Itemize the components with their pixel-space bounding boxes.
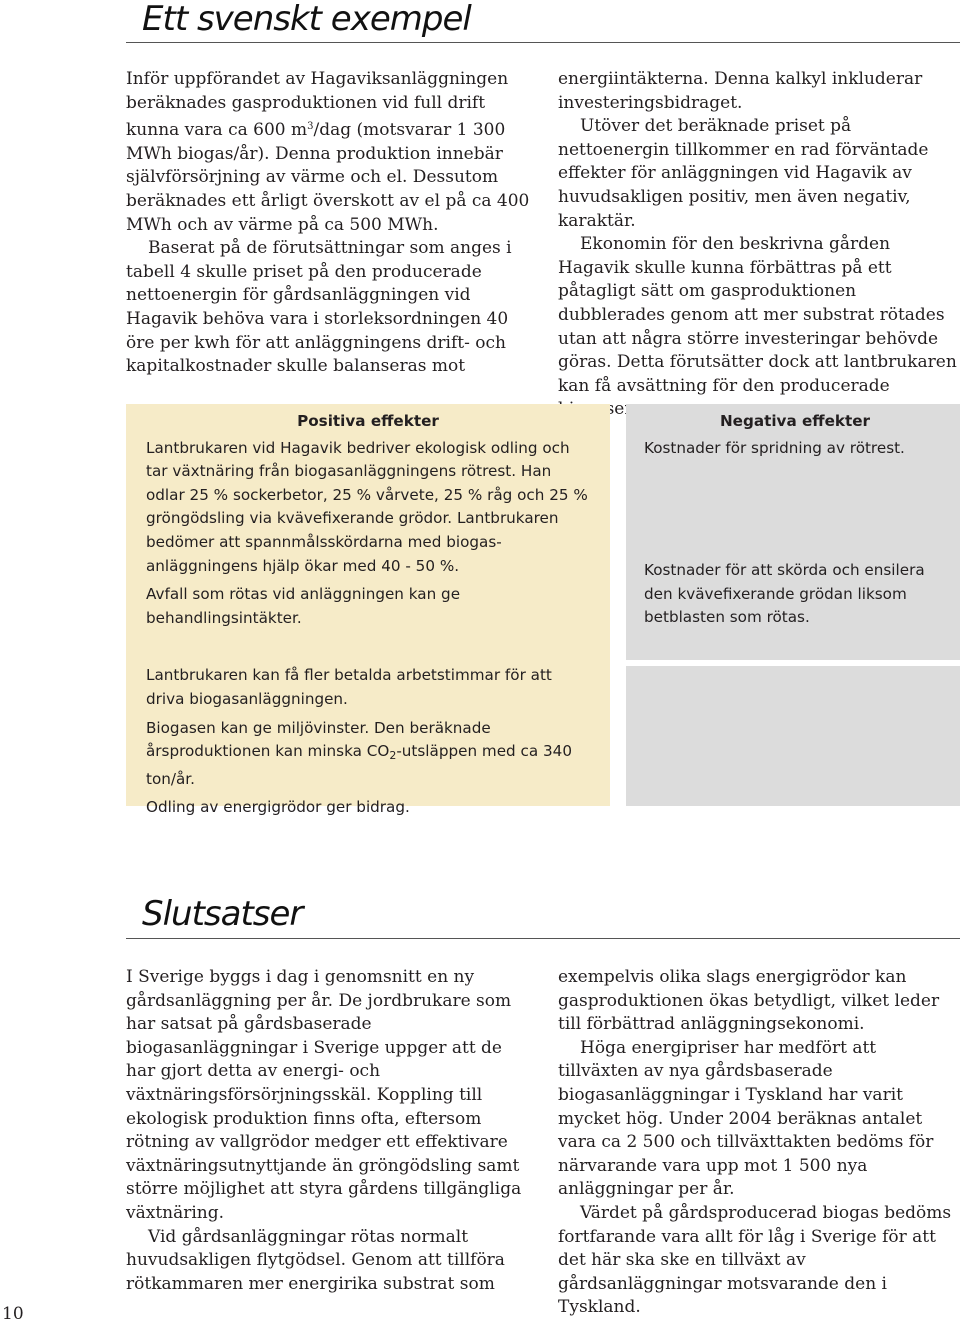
paragraph: Vid gårdsanläggningar rötas normalt huvudsakligen flytgödsel. Genom att tillföra rötkammaren mer energirika substrat som	[126, 1226, 505, 1294]
positive-effect-item: Odling av energigrödor ger bidrag.	[146, 798, 410, 817]
conclusions-left-column	[126, 966, 534, 1296]
paragraph: Ekonomin för den beskrivna gården Hagavik skulle kunna förbättras på ett påtagligt sätt om gasproduktionen dubblerades genom att mer substrat rötades utan att några större investeringar behövde göras. Detta förutsätter dock att lantbrukaren kan få avsättning för den producerade	[558, 234, 957, 396]
paragraph: Baserat på de förutsättningar som anges i tabell 4 skulle priset på den producerade nettoenergin för gårdsanläggningen vid Hagavik behöva vara i storleksordningen 40 öre per kwh för att anläggningens drift- och kapitalkostnader skulle balanseras mot	[126, 238, 512, 377]
section-heading-example: Ett svenskt exempel	[142, 0, 471, 39]
paragraph: Värdet på gårdsproducerad biogas bedöms fortfarande vara allt för låg i Sverige för att det här ska ske en tillväxt av gårdsanläggningar motsvarande den i Tyskland.	[558, 1202, 952, 1318]
positive-effect-item: Lantbrukaren vid Hagavik bedriver ekologisk odling och tar växtnäring från biogasanläggningens rötrest. Han odlar 25 % sockerbetor, 25 % vårvete, 25 % råg och 25 % gröngödsling via kvävefixerande grödor. Lantbrukaren bedömer att spannmålsskördarna med biogas-anläggningens hjälp ökar med 40 - 50 %.	[146, 438, 588, 575]
heading-rule	[126, 42, 960, 43]
negative-effects-box	[626, 404, 960, 806]
heading-rule	[126, 938, 960, 939]
paragraph: Inför uppförandet av Hagaviksanläggningen beräknades gasproduktionen vid full drift kunna vara ca 600 $m^3$/dag (motsvarar 1 300 MWh biogas/år). Denna produktion innebär självförsörjning av värme och el. Dessutom beräknades ett årligt överskott av el på ca 400 MWh och av värme på ca 500 MWh.	[126, 69, 530, 235]
paragraph: energiintäkterna. Denna kalkyl inkluderar investeringsbidraget.	[558, 69, 923, 113]
positive-effect-item: Lantbrukaren kan få fler betalda arbetstimmar för att driva biogasanläggningen.	[146, 666, 552, 708]
paragraph: exempelvis olika slags energigrödor kan gasproduktionen ökas betydligt, vilket leder till förbättrad anläggningsekonomi.	[558, 967, 940, 1035]
paragraph: Utöver det beräknade priset på nettoenergin tillkommer en rad förväntade effekter för anläggningen vid Hagavik av huvudsakligen positiv, men även negativ, karaktär.	[558, 116, 929, 231]
negative-effects-title: Negativa effekter	[719, 412, 871, 430]
section-heading-conclusions: Slutsatser	[142, 894, 303, 934]
page-number: 10	[2, 1304, 24, 1324]
negative-box-divider	[626, 660, 960, 666]
example-left-column	[126, 68, 534, 379]
negative-effect-item: Kostnader för att skörda och ensilera den kvävefixerande grödan liksom betblasten som rötas.	[644, 561, 925, 627]
example-right-column	[558, 68, 960, 422]
positive-effect-item: Avfall som rötas vid anläggningen kan ge behandlingsintäkter.	[146, 585, 461, 627]
paragraph: Höga energipriser har medfört att tillväxten av nya gårdsbaserade biogasanläggningar i Tyskland har varit mycket hög. Under 2004 beräknas antalet vara ca 2 500 och tillväxttakten bedöms för närvarande vara upp mot 1 500 nya anläggningar per år.	[558, 1037, 934, 1200]
positive-effects-title: Positiva effekter	[297, 412, 439, 430]
conclusions-right-column	[558, 966, 960, 1320]
negative-effect-item: Kostnader för spridning av rötrest.	[644, 438, 905, 457]
paragraph: I Sverige byggs i dag i genomsnitt en ny gårdsanläggning per år. De jordbrukare som har satsat på gårdsbaserade biogasanläggningar i Sverige uppger att de har gjort detta av energi- och växtnäringsförsörjningsskäl. Koppling till ekologisk produktion finns ofta, eftersom rötning av vallgrödor medger ett effektivare växtnäringsutnyttjande än gröngödsling samt större möjlighet att styra gårdens tillgängliga växtnäring.	[126, 967, 522, 1223]
positive-effects-box	[126, 404, 610, 817]
positive-effect-item: Biogasen kan ge miljövinster. Den beräknade årsproduktionen kan minska $CO_2$-utsläppen med ca 340 ton/år.	[146, 718, 572, 788]
